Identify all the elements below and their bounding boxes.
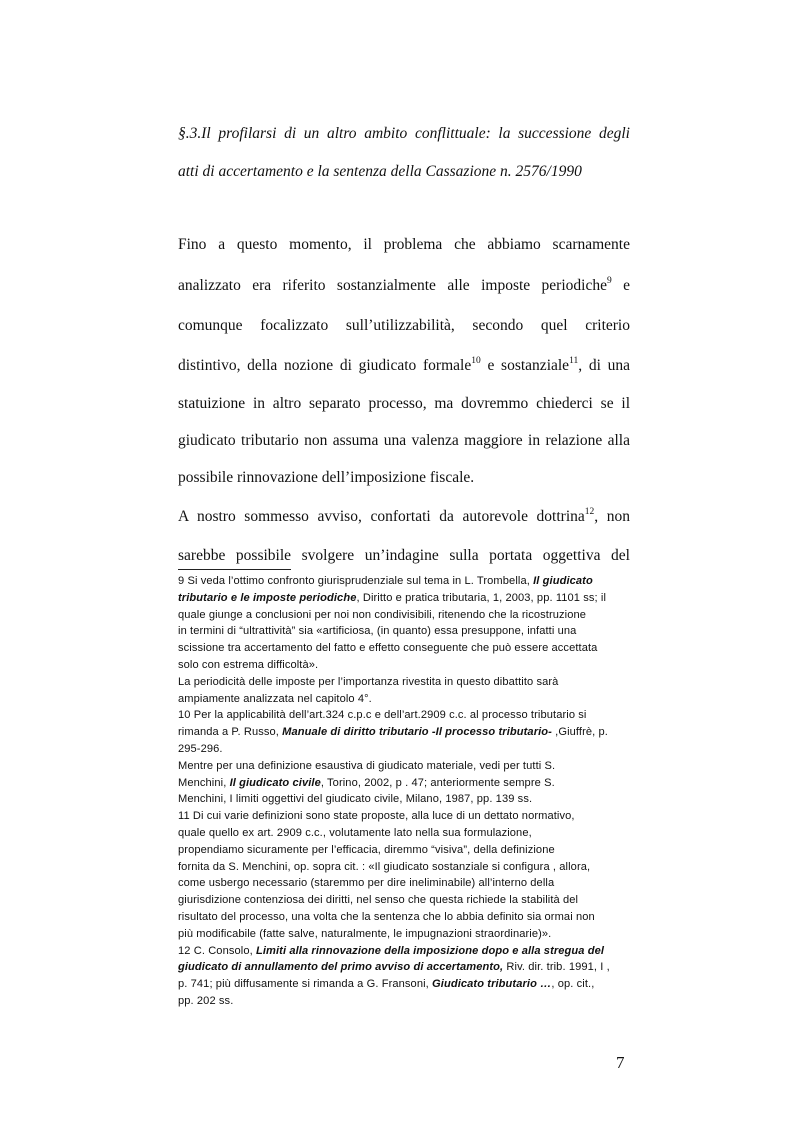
- footnote-9: 9 Si veda l’ottimo confronto giurisprudenziale sul tema in L. Trombella, Il giudicato: [178, 575, 593, 587]
- footnote-line: p. 741; più diffusamente si rimanda a G. Fransoni, Giudicato tributario …, op. cit.,: [178, 978, 595, 991]
- section-heading-line-1: §.3.Il profilarsi di un altro ambito conflittuale: la successione degli: [178, 125, 630, 142]
- footnote-line: propendiamo sicuramente per l’efficacia, diremmo “visiva”, della definizione: [178, 843, 555, 856]
- footnotes: [178, 573, 633, 1010]
- footnote-line: La periodicità delle imposte per l’importanza rivestita in questo dibattito sarà: [178, 675, 559, 688]
- footnote-line: solo con estrema difficoltà».: [178, 658, 319, 671]
- footnote-line: quale quello ex art. 2909 c.c., volutamente lato nella sua formulazione,: [178, 826, 532, 839]
- footnote-ref-12: 12: [584, 507, 595, 517]
- footnote-10: 10 Per la applicabilità dell’art.324 c.p.c e dell’art.2909 c.c. al processo tributario si: [178, 709, 587, 722]
- footnote-ref-9: 9: [606, 276, 612, 286]
- footnote-ref-11: 11: [569, 356, 579, 366]
- footnote-line: quale giunge a conclusioni per noi non condivisibili, ritenendo che la ricostruzione: [178, 608, 587, 621]
- footnote-line: pp. 202 ss.: [178, 994, 234, 1007]
- page-number: 7: [616, 1053, 625, 1072]
- footnote-11: 11 Di cui varie definizioni sono state proposte, alla luce di un dettato normativo,: [178, 810, 575, 823]
- footnote-12: 12 C. Consolo, Limiti alla rinnovazione della imposizione dopo e alla stregua del: [178, 944, 605, 957]
- body-line: Fino a questo momento, il problema che abbiamo scarnamente: [178, 236, 630, 253]
- footnote-line: Mentre per una definizione esaustiva di giudicato materiale, vedi per tutti S.: [178, 759, 556, 772]
- footnote-line: scissione tra accertamento del fatto e effetto conseguente che può essere accettata: [178, 642, 598, 655]
- body-line: A nostro sommesso avviso, confortati da autorevole dottrina$^{12}$, non: [178, 507, 630, 525]
- body-line: possibile rinnovazione dell’imposizione fiscale.: [178, 469, 475, 486]
- footnote-line: tributario e le imposte periodiche, Diritto e pratica tributaria, 1, 2003, pp. 1101 ss; il: [178, 591, 607, 604]
- footnote-line: in termini di “ultrattività” sia «artificiosa, (in quanto) essa presuppone, infatti una: [178, 625, 577, 638]
- section-heading: [178, 115, 630, 191]
- footnote-separator: [178, 569, 291, 570]
- body-line: sarebbe possibile svolgere un’indagine sulla portata oggettiva del: [178, 547, 630, 564]
- footnote-line: giurisdizione contenziosa dei diritti, nel senso che questa richiede la stabilità del: [178, 894, 579, 907]
- footnote-line: come usbergo necessario (staremmo per dire ineliminabile) all’interno della: [178, 877, 555, 890]
- footnote-line: rimanda a P. Russo, Manuale di diritto tributario -Il processo tributario- ,Giuffrè, p.: [178, 726, 608, 739]
- body-line: comunque focalizzato sull’utilizzabilità, secondo quel criterio: [178, 317, 630, 334]
- footnote-line: più modificabile (fatte salve, naturalmente, le impugnazioni straordinarie)».: [178, 927, 552, 940]
- footnote-line: Menchini, I limiti oggettivi del giudicato civile, Milano, 1987, pp. 139 ss.: [178, 793, 533, 806]
- body-line: giudicato tributario non assuma una valenza maggiore in relazione alla: [178, 432, 630, 449]
- footnote-line: Menchini, Il giudicato civile, Torino, 2002, p . 47; anteriormente sempre S.: [178, 776, 555, 789]
- body-line: statuizione in altro separato processo, ma dovremmo chiederci se il: [178, 395, 630, 412]
- footnote-line: ampiamente analizzata nel capitolo 4°.: [178, 692, 372, 705]
- section-heading-line-2: atti di accertamento e la sentenza della Cassazione n. 2576/1990: [178, 163, 582, 180]
- footnote-ref-10: 10: [471, 356, 481, 366]
- body-line: distintivo, della nozione di giudicato formale$^{10}$ e sostanziale$^{11}$, di una: [178, 356, 630, 374]
- footnote-line: giudicato di annullamento del primo avviso di accertamento, Riv. dir. trib. 1991, I ,: [178, 961, 610, 974]
- footnote-line: fornita da S. Menchini, op. sopra cit. : «Il giudicato sostanziale si configura , allora,: [178, 860, 591, 873]
- footnote-line: risultato del processo, una volta che la sentenza che lo abbia definito sia ormai non: [178, 910, 595, 923]
- footnote-line: 295-296.: [178, 742, 223, 755]
- body-line: analizzato era riferito sostanzialmente alle imposte periodiche$^9$ e: [178, 276, 630, 294]
